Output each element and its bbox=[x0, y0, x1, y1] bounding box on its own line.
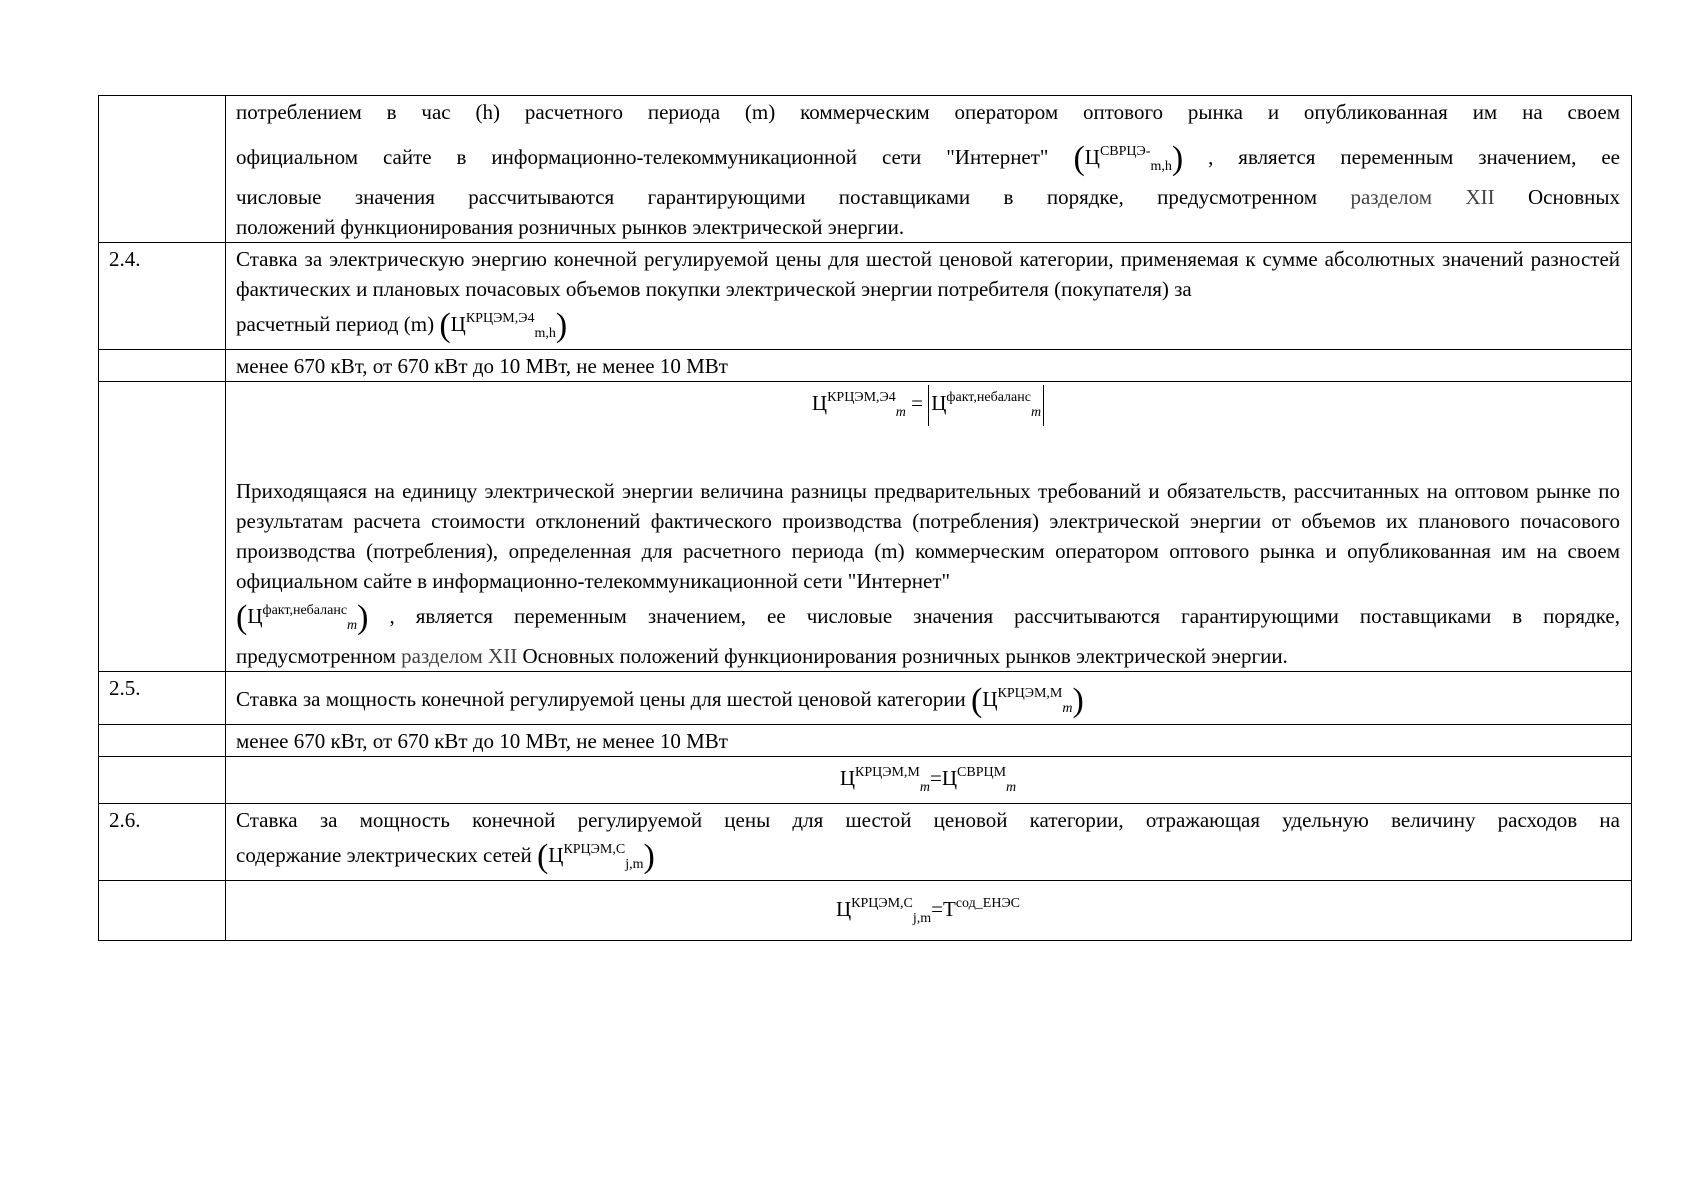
formula: $(Ц^{СВРЦЭ-}_{m,h})$ bbox=[1073, 140, 1184, 177]
rate-explanation: Приходящаяся на единицу электрической энергии величина разницы предварительных требований и обязательств, рассчитанных на оптовом рынке по результатам расчета стоимости отклонений фактического производства (потребления) электрической энергии от объемов их планового почасового производства (потребления), определенная для расчетного периода (m) коммерческим оператором оптового рынка и опубликованная им на своем официальном сайте в информационно-телекоммуникационной сети "Интернет" bbox=[236, 479, 1620, 593]
row-number-cell bbox=[99, 382, 226, 672]
formula: $(Ц^{КРЦЭМ,Э4}_{m,h})$ bbox=[439, 307, 568, 344]
row-number: 2.5. bbox=[99, 672, 226, 725]
row-text-cell bbox=[226, 804, 1632, 881]
power-range: менее 670 кВт, от 670 кВт до 10 МВт, не менее 10 МВт bbox=[226, 350, 1632, 382]
equation: $Ц^{КРЦЭМ,С}_{j,m}=T^{сод\_ЕНЭС}$ bbox=[226, 881, 1632, 941]
table-row bbox=[99, 243, 1632, 350]
table-row bbox=[99, 881, 1632, 941]
table-row bbox=[99, 672, 1632, 725]
row-number-cell bbox=[99, 96, 226, 243]
formula: $(Ц^{КРЦЭМ,М}_m)$ bbox=[971, 682, 1084, 719]
row-text-cell bbox=[226, 382, 1632, 672]
row-text-cell bbox=[226, 96, 1632, 243]
formula: $(Ц^{факт,небаланс}_m)$ bbox=[236, 599, 369, 636]
table-row bbox=[99, 96, 1632, 243]
row-number-cell bbox=[99, 350, 226, 382]
text-line: официальном сайте в информационно-телекоммуникационной сети "Интернет" $(Ц^{СВРЦЭ-}_{m,h})$ , является переменным значением, ее bbox=[236, 140, 1620, 177]
text-line: расчетный период (m) $(Ц^{КРЦЭМ,Э4}_{m,h})$ bbox=[236, 307, 568, 344]
text-line: содержание электрических сетей $(Ц^{КРЦЭМ,С}_{j,m})$ bbox=[236, 838, 655, 875]
equation: $Ц^{КРЦЭМ,Э4}_m = Ц^{факт,небаланс}_m$ bbox=[236, 383, 1620, 428]
row-text-cell bbox=[226, 672, 1632, 725]
power-range: менее 670 кВт, от 670 кВт до 10 МВт, не менее 10 МВт bbox=[226, 725, 1632, 757]
equation: $Ц^{КРЦЭМ,М}_m=Ц^{СВРЦМ}_m$ bbox=[226, 757, 1632, 804]
text-line: числовые значения рассчитываются гарантирующими поставщиками в порядке, предусмотренном разделом XII Основных bbox=[236, 185, 1621, 209]
row-number-cell bbox=[99, 725, 226, 757]
row-number-cell bbox=[99, 757, 226, 804]
table-row bbox=[99, 382, 1632, 672]
text-line: предусмотренном разделом XII Основных положений функционирования розничных рынков электрической энергии. bbox=[236, 644, 1288, 668]
text-line: потреблением в час (h) расчетного периода (m) коммерческим оператором оптового рынка и опубликованная им на своем bbox=[236, 100, 1620, 124]
table-row bbox=[99, 350, 1632, 382]
rate-description: Ставка за электрическую энергию конечной регулируемой цены для шестой ценовой категории, применяемая к сумме абсолютных значений разностей фактических и плановых почасовых объемов покупки электрической энергии потребителя (покупателя) за bbox=[236, 247, 1620, 301]
section-link[interactable]: разделом XII bbox=[1350, 185, 1495, 209]
table-row bbox=[99, 725, 1632, 757]
text-line: положений функционирования розничных рынков электрической энергии. bbox=[236, 215, 905, 239]
row-number: 2.4. bbox=[99, 243, 226, 350]
formula: $(Ц^{КРЦЭМ,С}_{j,m})$ bbox=[536, 838, 655, 875]
table-row bbox=[99, 757, 1632, 804]
text-line: Ставка за мощность конечной регулируемой цены для шестой ценовой категории $(Ц^{КРЦЭМ,М}_m)$ bbox=[236, 682, 1084, 719]
row-number-cell bbox=[99, 881, 226, 941]
tariff-table bbox=[98, 95, 1632, 941]
table-row bbox=[99, 804, 1632, 881]
rate-description: Ставка за мощность конечной регулируемой цены для шестой ценовой категории, отражающая удельную величину расходов на bbox=[236, 808, 1620, 832]
text-line: $(Ц^{факт,небаланс}_m)$ , является переменным значением, ее числовые значения рассчитываются гарантирующими поставщиками в порядке, bbox=[236, 599, 1621, 636]
row-text-cell bbox=[226, 243, 1632, 350]
section-link[interactable]: разделом XII bbox=[401, 644, 518, 668]
row-number: 2.6. bbox=[99, 804, 226, 881]
